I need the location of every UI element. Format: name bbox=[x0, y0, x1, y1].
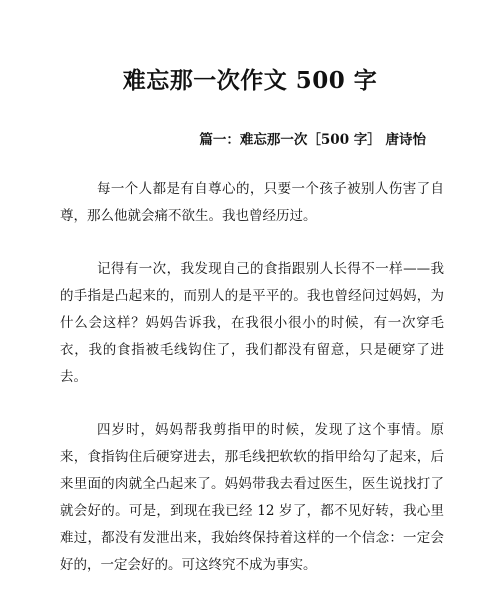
document-byline: 篇一：难忘那一次［500 字］ 唐诗怡 bbox=[199, 132, 426, 148]
paragraph: 四岁时，妈妈帮我剪指甲的时候，发现了这个事情。原来，食指钩住后硬穿进去，那毛线把软软的指甲给勾了起来，后来里面的肉就全凸起来了。妈妈带我去看过医生，医生说找打了就会好的。可是，到现在我已经 12 岁了，都不见好转，我心里难过，都没有发泄出来，我始终保持着这样的一个信念：一定会好的，一定会好的。可这终究不成为事实。 bbox=[60, 422, 444, 573]
document-body bbox=[60, 176, 444, 605]
paragraph: 每一个人都是有自尊心的，只要一个孩子被别人伤害了自尊，那么他就会痛不欲生。我也曾经历过。 bbox=[60, 181, 444, 224]
document-title: 难忘那一次作文 500 字 bbox=[122, 67, 378, 94]
paragraph: 记得有一次，我发现自己的食指跟别人长得不一样——我的手指是凸起来的，而别人的是平平的。我也曾经问过妈妈，为什么会这样？妈妈告诉我，在我很小很小的时候，有一次穿毛衣，我的食指被毛线钩住了，我们都没有留意，只是硬穿了进去。 bbox=[60, 261, 444, 385]
